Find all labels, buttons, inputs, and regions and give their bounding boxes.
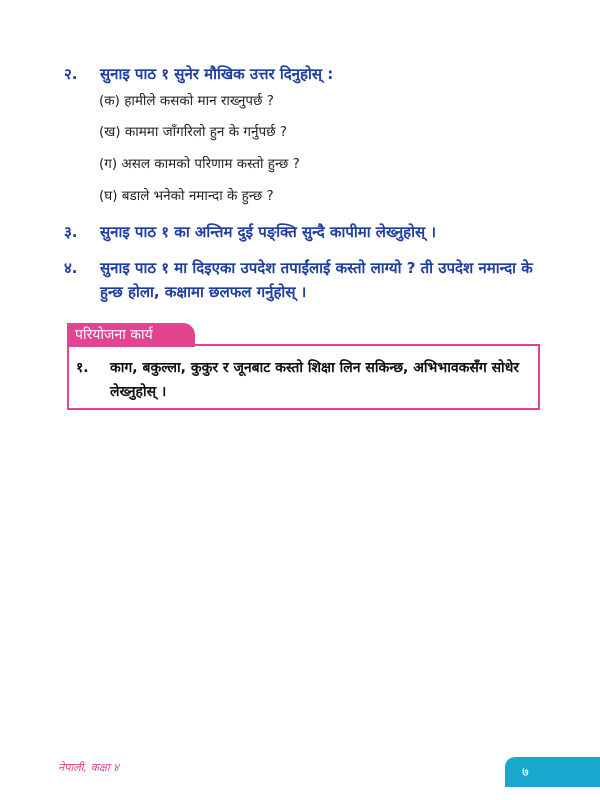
- question-text: सुनाइ पाठ १ का अन्तिम दुई पङ्क्ति सुन्दै कापीमा लेख्नुहोस् ।: [100, 223, 437, 241]
- page-number: ७: [522, 765, 529, 780]
- project-item-text: काग, बकुल्ला, कुकुर र जूनबाट कस्तो शिक्षा लिन सकिन्छ, अभिभावकसँग सोधेर लेख्नुहोस् ।: [110, 360, 520, 400]
- question-number: २.: [64, 65, 78, 83]
- sub-question-ga: (ग) असल कामको परिणाम कस्तो हुन्छ ?: [99, 156, 300, 172]
- project-item: [76, 356, 531, 404]
- question-text: सुनाइ पाठ १ सुनेर मौखिक उत्तर दिनुहोस् :: [100, 65, 334, 83]
- sub-question-gha: (घ) बडाले भनेको नमान्दा के हुन्छ ?: [99, 188, 274, 204]
- question-2: [64, 62, 560, 86]
- question-text: सुनाइ पाठ १ मा दिइएका उपदेश तपाईंलाई कस्तो लाग्यो ? ती उपदेश नमान्दा के हुन्छ होला, कक्षामा छलफल गर्नुहोस् ।: [100, 259, 533, 301]
- question-number: ३.: [64, 223, 78, 241]
- sub-question-kha: (ख) काममा जाँगरिलो हुन के गर्नुपर्छ ?: [99, 124, 288, 140]
- project-heading: परियोजना कार्य: [67, 323, 195, 347]
- question-4: [64, 256, 560, 304]
- page-number-tab: [505, 757, 600, 787]
- question-3: [64, 220, 560, 244]
- project-item-number: १.: [76, 360, 89, 376]
- book-title: नेपाली, कक्षा ४: [58, 761, 119, 774]
- sub-question-ka: (क) हामीले कसको मान राख्नुपर्छ ?: [99, 93, 274, 109]
- question-number: ४.: [64, 259, 78, 277]
